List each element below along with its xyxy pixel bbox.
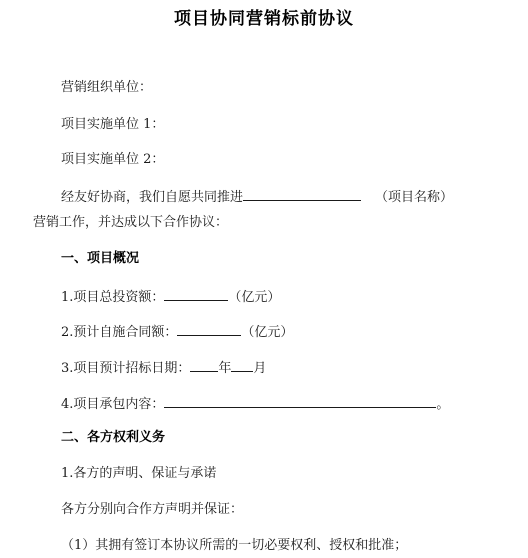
project-name-blank — [243, 187, 361, 201]
contract-amount-line — [61, 322, 293, 341]
document-title: 项目协同营销标前协议 — [174, 9, 354, 29]
contract-amount-unit: （亿元） — [241, 325, 294, 340]
contract-amount-label: 2.预计自施合同额： — [61, 325, 178, 340]
tender-month-blank — [231, 358, 253, 372]
tender-year-blank — [190, 358, 218, 372]
contract-scope-label: 4.项目承包内容： — [61, 397, 165, 412]
declarations-intro: 各方分别向合作方声明并保证： — [61, 502, 244, 517]
total-investment-unit: （亿元） — [228, 290, 281, 305]
intro-text-a: 经友好协商，我们自愿共同推进 — [61, 190, 244, 205]
tender-month-label: 月 — [253, 361, 267, 376]
implementing-unit-2-line: 项目实施单位 2： — [61, 152, 165, 167]
intro-paragraph-line1 — [61, 187, 453, 206]
contract-scope-end: 。 — [436, 397, 450, 412]
intro-text-b: （项目名称） — [375, 190, 454, 205]
contract-scope-line — [61, 394, 449, 413]
declarations-subheading: 1.各方的声明、保证与承诺 — [61, 466, 217, 481]
section-2-heading: 二、各方权利义务 — [61, 430, 166, 445]
tender-date-line — [61, 358, 266, 377]
intro-paragraph-line2: 营销工作，并达成以下合作协议： — [33, 215, 229, 230]
contract-scope-blank — [164, 394, 436, 408]
total-investment-line — [61, 287, 280, 306]
marketing-org-line: 营销组织单位： — [61, 80, 153, 95]
tender-year-label: 年 — [218, 361, 232, 376]
total-investment-label: 1.项目总投资额： — [61, 290, 165, 305]
clause-1: （1）其拥有签订本协议所需的一切必要权利、授权和批准； — [61, 538, 408, 553]
contract-amount-blank — [177, 322, 241, 336]
implementing-unit-1-line: 项目实施单位 1： — [61, 117, 165, 132]
section-1-heading: 一、项目概况 — [61, 251, 140, 266]
total-investment-blank — [164, 287, 228, 301]
tender-date-label: 3.项目预计招标日期： — [61, 361, 191, 376]
